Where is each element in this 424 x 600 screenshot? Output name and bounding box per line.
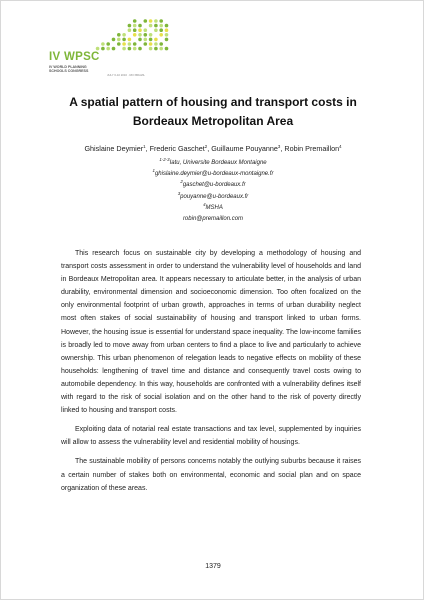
logo-dot [154, 47, 158, 51]
logo-dot [159, 24, 163, 28]
logo-dot [133, 28, 137, 32]
logo-dot [154, 42, 158, 46]
logo-dot [159, 47, 163, 51]
paper-title-line2: Bordeaux Metropolitan Area [132, 114, 294, 128]
logo-dot [128, 47, 132, 51]
logo-dot [122, 47, 126, 51]
logo-dot [165, 24, 169, 28]
email-2: $^2$gaschet@u-bordeaux.fr [180, 179, 246, 189]
logo-dot [117, 38, 121, 42]
affiliation-msha: $^4$MSHA [203, 201, 223, 211]
logo-dot [106, 42, 110, 46]
logo-dot [101, 42, 105, 46]
logo-dot [154, 38, 158, 42]
logo-dot [128, 24, 132, 28]
logo-dot [144, 38, 148, 42]
logo-dot [117, 33, 121, 37]
logo-dot [101, 47, 105, 51]
logo-subtitle-line2: SCHOOLS CONGRESS [49, 69, 89, 74]
logo-dot [122, 33, 126, 37]
logo-dot [149, 33, 153, 37]
logo-dot [144, 28, 148, 32]
logo-dot [159, 19, 163, 23]
logo-dot [149, 47, 153, 51]
affiliation-line: $^{1-2-3}$Iatu, Universite Bordeaux Montaigne [159, 157, 267, 166]
logo-dot [122, 42, 126, 46]
page-number: 1379 [205, 563, 221, 570]
author-3: Guillaume Pouyanne$^3$, [211, 144, 285, 153]
logo-dot [154, 24, 158, 28]
logo-dot [165, 28, 169, 32]
logo-dot [144, 33, 148, 37]
logo-title: IV WPSC [49, 51, 100, 63]
logo-dot [149, 19, 153, 23]
logo-dot [144, 42, 148, 46]
logo-subtitle [49, 65, 88, 73]
logo-dot [138, 24, 142, 28]
logo-dot [128, 42, 132, 46]
logo-tagline: JULY 6-10 2016 · RIO BRAZIL [107, 73, 145, 77]
logo-dot [138, 33, 142, 37]
author-1: Ghislaine Deymier$^1$, [84, 144, 150, 153]
logo-dot [128, 28, 132, 32]
paper-title-line1: A spatial pattern of housing and transport costs in [69, 95, 357, 109]
logo-dots-graphic [83, 17, 173, 53]
logo-dot [149, 24, 153, 28]
abstract-body [61, 247, 361, 501]
logo-dot [154, 19, 158, 23]
logo-dot [159, 33, 163, 37]
logo-dot [138, 28, 142, 32]
logo-dot [138, 47, 142, 51]
logo-dot [122, 38, 126, 42]
author-2: Frederic Gaschet$^2$, [149, 144, 212, 153]
logo-dot [133, 47, 137, 51]
author-list [31, 144, 395, 153]
logo-dot [106, 47, 110, 51]
email-4: robin@premaillon.com [182, 216, 244, 223]
logo-dot [159, 28, 163, 32]
logo-dot [117, 42, 121, 46]
logo-dot [133, 42, 137, 46]
logo-dot [165, 47, 169, 51]
conference-logo [45, 17, 175, 75]
logo-dot [133, 24, 137, 28]
logo-subtitle-line1: IV WORLD PLANNING [49, 65, 87, 69]
logo-dot [112, 47, 116, 51]
logo-dot [144, 19, 148, 23]
logo-dot [149, 42, 153, 46]
email-3: $^3$pouyanne@u-bordeaux.fr [177, 190, 249, 200]
logo-dot [138, 38, 142, 42]
logo-dot [128, 38, 132, 42]
logo-dot [154, 28, 158, 32]
logo-dot [112, 38, 116, 42]
affiliations [31, 158, 395, 225]
logo-dot [96, 47, 100, 51]
paragraph-2: Exploiting data of notarial real estate transactions and tax level, supplemented by inquiries will allow to assess the vulnerability level and residential mobility of housings. [61, 426, 361, 447]
email-1: $^1$ghislaine.deymier@u-bordeaux-montaigne.fr [152, 168, 274, 178]
paragraph-3: The sustainable mobility of persons concerns notably the outlying suburbs because it raises a certain number of stakes both on environmental, economic and social plan and on space organization of these areas. [61, 458, 361, 492]
paper-title [41, 93, 385, 131]
logo-dot [133, 19, 137, 23]
logo-dot [165, 38, 169, 42]
logo-dot [159, 42, 163, 46]
logo-dot [133, 33, 137, 37]
paragraph-1: This research focus on sustainable city by developing a methodology of housing and transport costs assessment in order to understand the vulnerability level of households and land in Bordeaux Metropolitan area. It appears necessary to articulate better, in the analysis of urban durability, environmental dimension and socioeconomic dimension. Too often focalized on the only environmental footprint of urban growth, approaches in terms of urban durability neglect most often stakes of social sustainability of housing and transport linked to urban forms. However, the housing issue is essential for understand space inequality. The low-income families is broadly led to move away from urban centers to find a place to live and particularly to achieve ownership. This urban phenomenon of relegation leads to negative effects on mobility of these households: lengthening of travel time and distance and consequently travel costs owing to automobile dependency. In this way, households are confronted with a vulnerability defines itself with regard to the risk of social isolation and on the other hand to the risk of poverty directly linked to housing and transport costs. [61, 250, 361, 415]
author-4: Robin Premaillon$^4$ [284, 144, 342, 153]
logo-dot [165, 33, 169, 37]
logo-dot [149, 38, 153, 42]
